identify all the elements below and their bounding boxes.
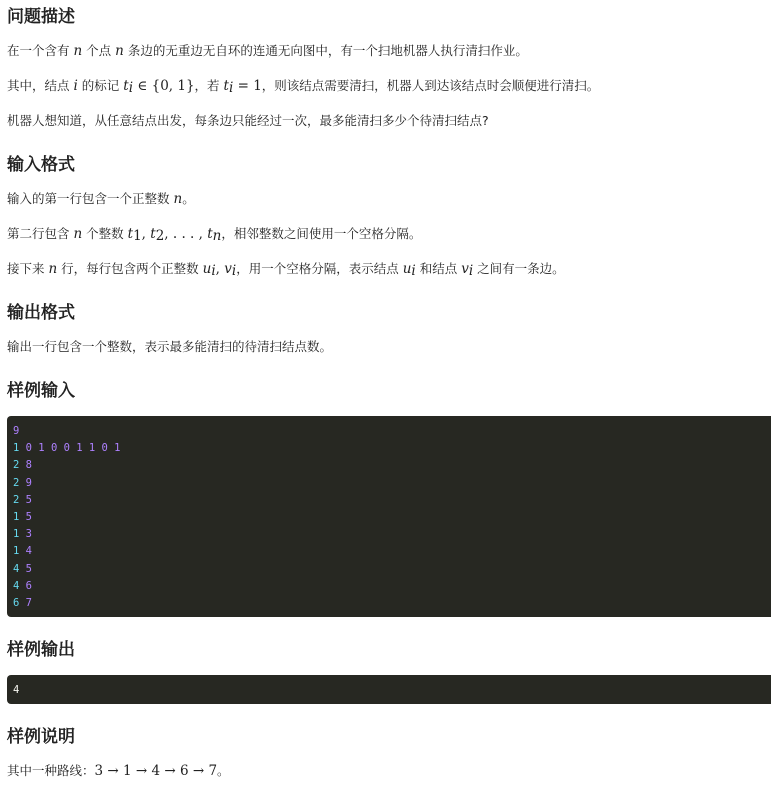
code-token: 9 xyxy=(25,476,32,489)
sample-input-line xyxy=(13,475,771,492)
explanation-paragraph: 其中一种路线：3 → 1 → 4 → 6 → 7。 xyxy=(7,763,230,779)
code-token: 1 xyxy=(13,442,20,455)
sample-output-title: 样例输出 xyxy=(7,640,75,660)
sample-input-line xyxy=(13,423,771,440)
route: 3 → 1 → 4 → 6 → 7 xyxy=(94,763,218,779)
code-token: 3 xyxy=(25,528,32,541)
code-token: 0 1 0 0 1 1 0 1 xyxy=(25,442,121,455)
problem-paragraph-1: 在一个含有 n 个点 n 条边的无重边无自环的连通无向图中，有一个扫地机器人执行清扫作业。 xyxy=(7,43,528,59)
sample-input-line xyxy=(13,578,771,595)
sample-input-line xyxy=(13,509,771,526)
sample-input-line xyxy=(13,543,771,560)
code-token: 1 xyxy=(13,545,20,558)
code-token: 9 xyxy=(13,425,20,437)
problem-paragraph-2: 其中，结点 i 的标记 $t_i$ ∈ {0, 1}，若 $t_i = 1$，则该结点需要清扫，机器人到达该结点时会顺便进行清扫。 xyxy=(7,78,600,96)
code-token: 1 xyxy=(13,528,20,541)
code-token: 8 xyxy=(25,459,32,472)
code-token: 4 xyxy=(25,545,32,558)
input-paragraph-1: 输入的第一行包含一个正整数 n。 xyxy=(7,191,195,207)
code-token: 5 xyxy=(25,511,32,524)
code-token: 2 xyxy=(13,493,20,506)
code-token: 5 xyxy=(25,562,32,575)
input-format-title: 输入格式 xyxy=(7,155,75,175)
code-token: 6 xyxy=(13,597,20,610)
input-paragraph-3: 接下来 n 行，每行包含两个正整数 $u_i$, $v_i$，用一个空格分隔，表示结点 $u_i$ 和结点 $v_i$ 之间有一条边。 xyxy=(7,261,565,279)
problem-paragraph-3: 机器人想知道，从任意结点出发，每条边只能经过一次，最多能清扫多少个待清扫结点? xyxy=(7,113,489,128)
sample-input-line xyxy=(13,440,771,457)
sample-output-code-block[interactable] xyxy=(7,675,771,704)
output-paragraph-1: 输出一行包含一个整数，表示最多能清扫的待清扫结点数。 xyxy=(7,339,333,354)
code-token: 4 xyxy=(13,579,20,592)
sample-input-code-block[interactable] xyxy=(7,416,771,617)
sample-input-line xyxy=(13,561,771,578)
code-token: 7 xyxy=(25,597,32,610)
code-token: 1 xyxy=(13,511,20,524)
code-token: 4 xyxy=(13,562,20,575)
code-token: 2 xyxy=(13,476,20,489)
sample-input-line xyxy=(13,595,771,612)
sample-input-line xyxy=(13,526,771,543)
code-token: 6 xyxy=(25,579,32,592)
explanation-title: 样例说明 xyxy=(7,727,75,747)
sample-output-value: 4 xyxy=(13,684,20,696)
input-paragraph-2: 第二行包含 n 个整数 $t_1$, $t_2$, . . . , $t_n$，相邻整数之间使用一个空格分隔。 xyxy=(7,226,422,244)
code-token: 5 xyxy=(25,493,32,506)
sample-input-line xyxy=(13,492,771,509)
code-token: 2 xyxy=(13,459,20,472)
output-format-title: 输出格式 xyxy=(7,303,75,323)
sample-input-line xyxy=(13,457,771,474)
sample-input-title: 样例输入 xyxy=(7,381,75,401)
problem-title: 问题描述 xyxy=(7,7,75,27)
